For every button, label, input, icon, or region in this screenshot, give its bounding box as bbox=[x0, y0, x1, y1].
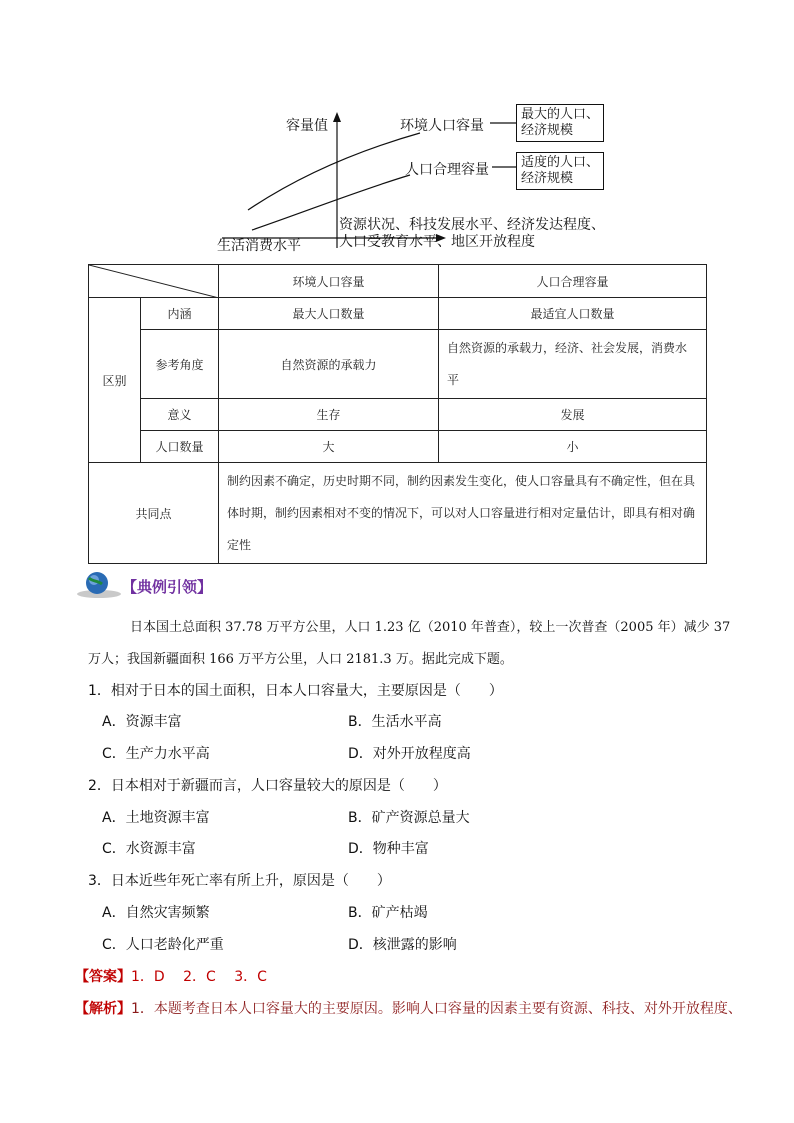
table-row bbox=[89, 298, 707, 330]
answer-text: 1．D 2．C 3．C bbox=[131, 969, 267, 985]
lower-scale-box: 适度的人口、 经济规模 bbox=[516, 152, 604, 190]
factors-line-1: 资源状况、科技发展水平、经济发达程度、 bbox=[339, 217, 605, 233]
question-stem: 2．日本相对于新疆而言，人口容量较大的原因是（ ） bbox=[88, 778, 447, 794]
option-d: D．物种丰富 bbox=[348, 841, 429, 857]
common-text: 制约因素不确定，历史时期不同，制约因素发生变化，使人口容量具有不确定性，但在具体时期，制约因素相对不变的情况下，可以对人口容量进行相对定量估计，即具有相对确定性 bbox=[219, 463, 707, 564]
col-env-header: 环境人口容量 bbox=[219, 265, 439, 298]
answer-tag: 【答案】 bbox=[75, 969, 131, 985]
curve-lower-label: 人口合理容量 bbox=[405, 162, 489, 178]
analysis-tag: 【解析】 bbox=[75, 1001, 131, 1017]
row-label: 人口数量 bbox=[141, 431, 219, 463]
cell-reasonable: 小 bbox=[439, 431, 707, 463]
cell-reasonable: 最适宜人口数量 bbox=[439, 298, 707, 330]
globe-icon bbox=[75, 570, 125, 600]
cell-env: 自然资源的承载力 bbox=[219, 330, 439, 399]
curve-upper-label: 环境人口容量 bbox=[400, 118, 484, 134]
option-c: C．生产力水平高 bbox=[102, 746, 210, 762]
option-a: A．自然灾害频繁 bbox=[102, 905, 210, 921]
upper-scale-box: 最大的人口、 经济规模 bbox=[516, 104, 604, 142]
option-a: A．资源丰富 bbox=[102, 714, 182, 730]
intro-line-2: 万人；我国新疆面积 166 万平方公里，人口 2181.3 万。据此完成下题。 bbox=[88, 652, 513, 667]
diagonal-line bbox=[89, 265, 219, 298]
intro-line-1: 日本国土总面积 37.78 万平方公里，人口 1.23 亿（2010 年普查），较上一次普查（2005 年）减少 37 bbox=[130, 620, 731, 635]
table-header-row bbox=[89, 265, 707, 298]
question-stem: 3．日本近些年死亡率有所上升，原因是（ ） bbox=[88, 873, 391, 889]
section-title: 【典例引领】 bbox=[122, 578, 213, 596]
row-label: 参考角度 bbox=[141, 330, 219, 399]
option-c: C．水资源丰富 bbox=[102, 841, 196, 857]
table-row bbox=[89, 431, 707, 463]
col-reasonable-header: 人口合理容量 bbox=[439, 265, 707, 298]
table-row bbox=[89, 330, 707, 399]
cell-reasonable: 自然资源的承载力，经济、社会发展，消费水平 bbox=[439, 330, 707, 399]
header-corner-cell bbox=[89, 265, 219, 298]
option-b: B．生活水平高 bbox=[348, 714, 442, 730]
option-d: D．核泄露的影响 bbox=[348, 937, 457, 953]
cell-reasonable: 发展 bbox=[439, 399, 707, 431]
y-axis-label: 容量值 bbox=[286, 118, 328, 134]
option-b: B．矿产资源总量大 bbox=[348, 810, 470, 826]
analysis-line bbox=[75, 998, 742, 1018]
option-a: A．土地资源丰富 bbox=[102, 810, 210, 826]
table-row-common bbox=[89, 463, 707, 564]
analysis-text: 1．本题考查日本人口容量大的主要原因。影响人口容量的因素主要有资源、科技、对外开放程度、 bbox=[131, 1001, 742, 1017]
row-label: 意义 bbox=[141, 399, 219, 431]
group-label: 区别 bbox=[89, 298, 141, 463]
cell-env: 最大人口数量 bbox=[219, 298, 439, 330]
x-axis-label: 生活消费水平 bbox=[217, 238, 301, 254]
table-row bbox=[89, 399, 707, 431]
cell-env: 大 bbox=[219, 431, 439, 463]
answer-line bbox=[75, 966, 267, 986]
option-c: C．人口老龄化严重 bbox=[102, 937, 224, 953]
comparison-table bbox=[88, 264, 707, 564]
option-d: D．对外开放程度高 bbox=[348, 746, 471, 762]
factors-line-2: 人口受教育水平、地区开放程度 bbox=[339, 234, 535, 250]
row-label: 内涵 bbox=[141, 298, 219, 330]
question-stem: 1．相对于日本的国土面积，日本人口容量大，主要原因是（ ） bbox=[88, 683, 503, 699]
option-b: B．矿产枯竭 bbox=[348, 905, 428, 921]
cell-env: 生存 bbox=[219, 399, 439, 431]
common-label: 共同点 bbox=[89, 463, 219, 564]
